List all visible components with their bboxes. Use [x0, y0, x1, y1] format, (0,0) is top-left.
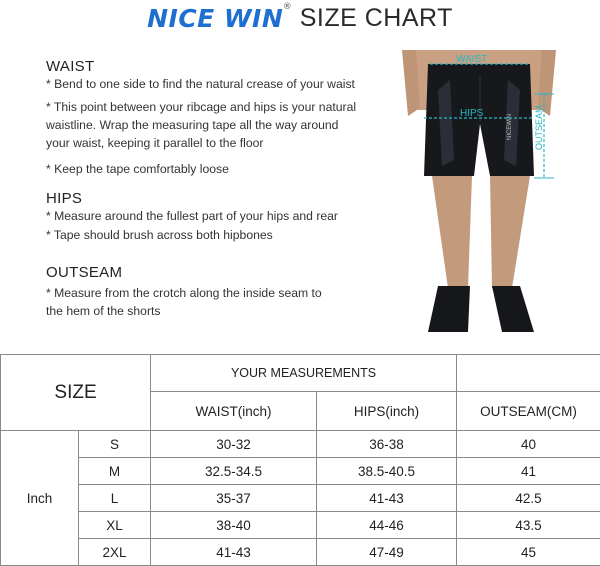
waist-bullet-2-line-2: waistline. Wrap the measuring tape all the way around	[46, 116, 376, 134]
outseam-section-title: OUTSEAM	[46, 264, 122, 281]
table-row	[1, 512, 600, 539]
waist-bullet-2-line-3: your waist, keeping it parallel to the floor	[46, 134, 376, 152]
column-header-hips: HIPS(inch)	[317, 392, 457, 431]
hips-bullet-2: * Tape should brush across both hipbones	[46, 226, 376, 244]
model-left-leg	[432, 176, 472, 288]
outseam-measure-label: OUTSEAM	[534, 105, 544, 150]
waist-cell: 32.5-34.5	[151, 458, 317, 485]
waist-cell: 30-32	[151, 431, 317, 458]
outseam-cell: 43.5	[457, 512, 600, 539]
empty-header-cell	[457, 355, 600, 392]
model-right-leg	[490, 176, 530, 288]
model-right-shoe	[492, 286, 534, 332]
column-header-waist: WAIST(inch)	[151, 392, 317, 431]
table-row	[1, 431, 600, 458]
size-cell: L	[79, 485, 151, 512]
table-row	[1, 458, 600, 485]
waist-bullet-1: * Bend to one side to find the natural crease of your waist	[46, 75, 376, 93]
brand-name: NICE WIN	[147, 4, 283, 33]
size-cell: S	[79, 431, 151, 458]
table-row	[1, 539, 600, 566]
size-cell: 2XL	[79, 539, 151, 566]
hips-cell: 44-46	[317, 512, 457, 539]
size-cell: XL	[79, 512, 151, 539]
waist-bullet-2: * This point between your ribcage and hips is your natural	[46, 98, 376, 116]
unit-label: Inch	[1, 431, 79, 566]
hips-bullet-1: * Measure around the fullest part of your hips and rear	[46, 207, 376, 225]
column-header-outseam: OUTSEAM(CM)	[457, 392, 600, 431]
waist-section-title: WAIST	[46, 58, 94, 75]
hips-cell: 41-43	[317, 485, 457, 512]
brand-logo	[147, 4, 283, 33]
hips-cell: 36-38	[317, 431, 457, 458]
hips-section-title: HIPS	[46, 190, 82, 207]
outseam-cell: 41	[457, 458, 600, 485]
size-chart-table	[0, 354, 600, 566]
outseam-cell: 40	[457, 431, 600, 458]
outseam-bullet-1: * Measure from the crotch along the inside seam to	[46, 284, 376, 302]
measurements-group-header: YOUR MEASUREMENTS	[151, 355, 457, 392]
size-cell: M	[79, 458, 151, 485]
shorts-logo: NICEWIN	[507, 114, 513, 140]
table-row	[1, 485, 600, 512]
outseam-bullet-1-line-2: the hem of the shorts	[46, 302, 376, 320]
waist-cell: 41-43	[151, 539, 317, 566]
page-header	[0, 4, 600, 33]
hips-cell: 47-49	[317, 539, 457, 566]
waist-cell: 38-40	[151, 512, 317, 539]
outseam-cell: 42.5	[457, 485, 600, 512]
hips-measure-label: HIPS	[460, 108, 484, 119]
model-illustration	[394, 50, 564, 338]
model-left-shoe	[428, 286, 470, 332]
hips-cell: 38.5-40.5	[317, 458, 457, 485]
page-title: SIZE CHART	[300, 4, 453, 33]
registered-mark: ®	[283, 2, 293, 12]
waist-bullet-3: * Keep the tape comfortably loose	[46, 160, 376, 178]
outseam-cell: 45	[457, 539, 600, 566]
waist-cell: 35-37	[151, 485, 317, 512]
waist-measure-label: WAIST	[456, 54, 487, 65]
size-header: SIZE	[1, 355, 151, 431]
